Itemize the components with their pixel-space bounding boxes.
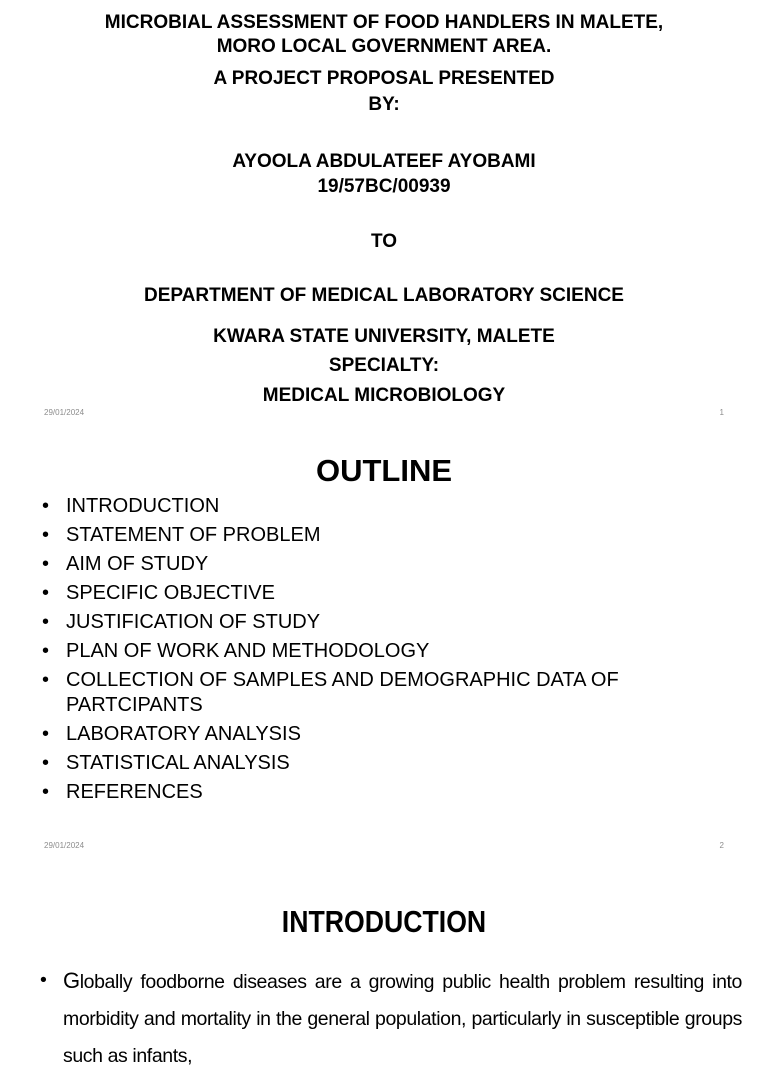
bullet-icon: • bbox=[40, 969, 47, 991]
paragraph-text bbox=[40, 962, 742, 1075]
list-item-label: STATISTICAL ANALYSIS bbox=[66, 752, 290, 774]
list-item-label: JUSTIFICATION OF STUDY bbox=[66, 611, 321, 633]
to-label: TO bbox=[370, 231, 398, 252]
matric-number: 19/57BC/00939 bbox=[317, 176, 451, 197]
bullet-icon: • bbox=[42, 495, 50, 517]
proposal-heading-line-2: BY: bbox=[368, 94, 400, 115]
list-item bbox=[40, 780, 646, 805]
list-item bbox=[40, 552, 646, 577]
list-item bbox=[40, 722, 646, 747]
bullet-icon: • bbox=[42, 582, 50, 604]
introduction-paragraph bbox=[40, 962, 742, 1075]
specialty-value: MEDICAL MICROBIOLOGY bbox=[262, 385, 506, 406]
bullet-icon: • bbox=[42, 723, 50, 745]
list-item bbox=[40, 523, 646, 548]
outline-list bbox=[40, 494, 646, 809]
project-title-line-2: MORO LOCAL GOVERNMENT AREA. bbox=[216, 36, 552, 57]
bullet-icon: • bbox=[42, 524, 50, 546]
list-item bbox=[40, 751, 646, 776]
university-name: KWARA STATE UNIVERSITY, MALETE bbox=[213, 326, 555, 347]
list-item bbox=[40, 581, 646, 606]
list-item bbox=[40, 610, 646, 635]
project-title-line-1: MICROBIAL ASSESSMENT OF FOOD HANDLERS IN MALETE, bbox=[104, 12, 664, 33]
list-item-label: COLLECTION OF SAMPLES AND DEMOGRAPHIC DATA OF PARTCIPANTS bbox=[66, 669, 619, 716]
bullet-icon: • bbox=[42, 781, 50, 803]
slide-date: 29/01/2024 bbox=[44, 408, 85, 417]
bullet-icon: • bbox=[42, 669, 50, 691]
list-item bbox=[40, 668, 646, 718]
proposal-heading-line-1: A PROJECT PROPOSAL PRESENTED bbox=[213, 68, 555, 89]
slide-number: 2 bbox=[719, 841, 724, 850]
specialty-label: SPECIALTY: bbox=[328, 355, 440, 376]
list-item-label: STATEMENT OF PROBLEM bbox=[66, 524, 321, 546]
list-item-label: LABORATORY ANALYSIS bbox=[66, 723, 301, 745]
author-name: AYOOLA ABDULATEEF AYOBAMI bbox=[232, 151, 536, 172]
bullet-icon: • bbox=[42, 611, 50, 633]
list-item-label: INTRODUCTION bbox=[66, 495, 220, 517]
slide-date: 29/01/2024 bbox=[44, 841, 85, 850]
department-name: DEPARTMENT OF MEDICAL LABORATORY SCIENCE bbox=[144, 285, 624, 306]
bullet-icon: • bbox=[42, 640, 50, 662]
list-item-label: AIM OF STUDY bbox=[66, 553, 209, 575]
bullet-icon: • bbox=[42, 553, 50, 575]
list-item bbox=[40, 494, 646, 519]
bullet-icon: • bbox=[42, 752, 50, 774]
list-item-label: PLAN OF WORK AND METHODOLOGY bbox=[66, 640, 430, 662]
slide-number: 1 bbox=[719, 408, 724, 417]
list-item-label: REFERENCES bbox=[66, 781, 203, 803]
list-item bbox=[40, 639, 646, 664]
list-item-label: SPECIFIC OBJECTIVE bbox=[66, 582, 275, 604]
introduction-title: INTRODUCTION bbox=[281, 904, 487, 939]
drop-letter: G bbox=[63, 968, 80, 993]
paragraph-body: lobally foodborne diseases are a growing public health problem resulting into morbidity and mortality in the general population, particularly in susceptible groups such as infants, bbox=[63, 971, 742, 1067]
outline-title: OUTLINE bbox=[315, 453, 453, 488]
title-slide bbox=[0, 0, 768, 432]
